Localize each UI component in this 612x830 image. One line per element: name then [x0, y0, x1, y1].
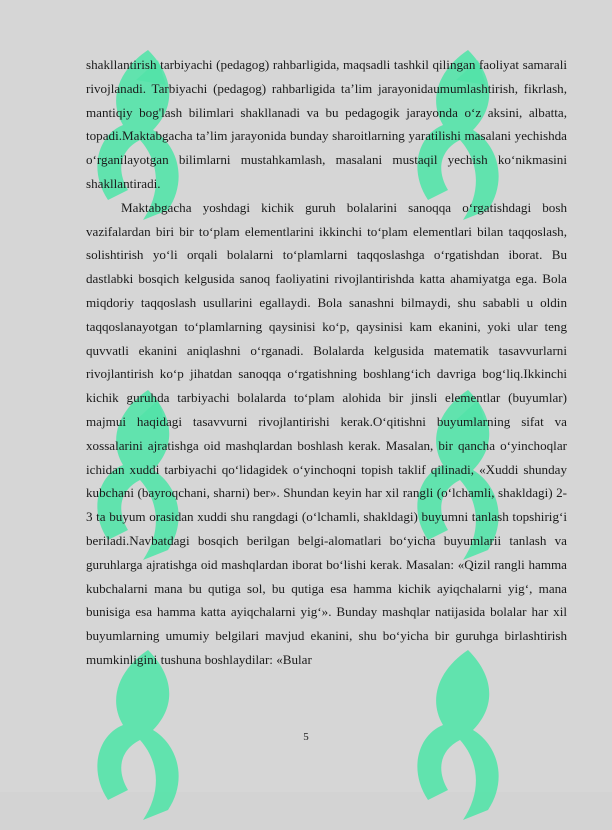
page-number: 5 [303, 731, 309, 743]
paragraph: shakllantirish tarbiyachi (pedagog) rahbarligida, maqsadli tashkil qilingan faoliyat samarali rivojlanadi. Tarbiyachi (pedagog) rahbarligida ta’lim jarayonidaumumlashtirish, fikrlash, mantiqiy bog'lash bilimlari shakllanadi va bu pedagogik jarayonda o‘z aksini, albatta, topadi.Maktabgacha ta’lim jarayonida bunday sharoitlarning yaratilishi masalani yechishda o‘rganilayotgan bilimlarni mustahkamlash, masalani mustaqil yechish ko‘nikmasini shakllantiradi. [86, 57, 567, 191]
paragraph: Maktabgacha yoshdagi kichik guruh bolalarini sanoqqa o‘rgatishdagi bosh vazifalardan biri bir to‘plam elementlarini ikkinchi to‘plam elementlari bilan taqqoslash, solishtirish yo‘li orqali bolalarni to‘plamlarni taqqoslashga o‘rgatishdan iborat. Bu dastlabki bosqich kelgusida sanoq faoliyatini rivojlantirishda katta ahamiyatga ega. Bola miqdoriy taqqoslash usullarini egallaydi. Bola sanashni bilmaydi, shu sababli u oldin taqqoslanayotgan to‘plamlarning qaysinisi ko‘p, qaysinisi kam ekanini, yoki ular teng quvvatli ekanini aniqlashni o‘rganadi. Bolalarda kelgusida matematik tasavvurlarni rivojlantirish ko‘p jihatdan sanoqqa o‘rgatishning boshlang‘ich davriga bog‘liq.Ikkinchi kichik guruhda tarbiyachi bolalarda to‘plam alohida bir jinsli elementlar (buyumlar) majmui haqidagi tasavvurni rivojlantirishi kerak.O‘qitishni buyumlarning sifat va xossalarini ajratishga oid mashqlardan boshlash kerak. Masalan, bir qancha o‘yinchoqlar ichidan xuddi tarbiyachi qo‘lidagidek o‘yinchoqni topish taklif qilinadi, «Xuddi shunday kubchani (bayroqchani, sharni) ber». Shundan keyin har xil rangli (o‘lchamli, shakldagi) 2-3 ta buyum orasidan xuddi shu rangdagi (o‘lchamli, shakldagi) buyumni tanlash topshirig‘i beriladi.Navbatdagi bosqich berilgan belgi-alomatlari bo‘yicha buyumlarii tanlash va guruhlarga ajratishga oid mashqlardan iborat bo‘lishi kerak. Masalan: «Qizil rangli hamma kubchalarni mana bu qutiga sol, bu qutiga esa hamma kichik ayiqchalarni yig‘, mana bunisiga esa hamma katta ayiqchalarni yig‘». Bunday mashqlar natijasida bolalar har xil buyumlarning umumiy belgilari mavjud ekanini, shu bo‘yicha bir guruhga birlashtirish mumkinligini tushuna boshlaydilar: «Bular [86, 199, 567, 667]
body-text [86, 53, 567, 672]
